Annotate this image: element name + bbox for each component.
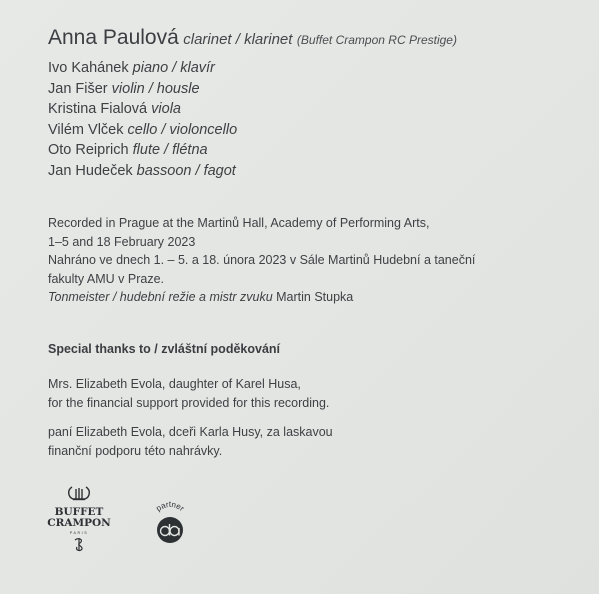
recording-en-dates: 1–5 and 18 February 2023 [48, 234, 196, 249]
musician-item [48, 79, 237, 100]
recording-info [48, 214, 475, 307]
musician-name: Vilém Vlček [48, 121, 124, 138]
musician-instrument: cello / violoncello [127, 121, 238, 138]
buffet-logo-line3: PARIS [69, 531, 89, 535]
thanks-czech [48, 423, 333, 460]
lead-performer [48, 26, 457, 50]
monogram-icon [75, 538, 82, 551]
musician-instrument: viola [151, 101, 181, 117]
thanks-heading: Special thanks to / zvláštní poděkování [48, 342, 281, 356]
lead-name: Anna Paulová [48, 26, 179, 49]
musician-instrument: flute / flétna [132, 142, 208, 158]
musician-name: Oto Reiprich [48, 142, 129, 158]
recording-en-line: Recorded in Prague at the Martinů Hall, Academy of Performing Arts, [48, 216, 430, 230]
recording-cz-line-2: fakulty AMU v Praze. [48, 271, 165, 286]
partner-logo [146, 498, 194, 548]
amu-emblem-icon [157, 517, 183, 543]
musician-item [48, 58, 237, 79]
musician-item [48, 161, 237, 182]
musician-item [48, 99, 237, 120]
musician-name: Ivo Kahánek [48, 60, 129, 76]
thanks-english [48, 375, 329, 412]
tonmeister-label: Tonmeister / hudební režie a mistr zvuku [48, 290, 273, 304]
musician-instrument: bassoon / fagot [136, 162, 236, 179]
buffet-logo-line1: BUFFET [54, 506, 104, 518]
lyre-icon [69, 487, 90, 500]
lead-instrument: clarinet / klarinet [183, 31, 293, 48]
thanks-cz-line-2: finanční podporu této nahrávky. [48, 443, 223, 458]
tonmeister-name: Martin Stupka [276, 290, 354, 304]
musician-name: Jan Hudeček [48, 162, 133, 179]
musician-instrument: violin / housle [111, 80, 200, 97]
musician-name: Kristina Fialová [48, 101, 148, 117]
thanks-en-line: Mrs. Elizabeth Evola, daughter of Karel Husa, [48, 377, 301, 391]
musicians-list [48, 58, 237, 181]
musician-instrument: piano / klavír [132, 60, 215, 76]
musician-item [48, 120, 237, 141]
musician-name: Jan Fišer [48, 80, 108, 97]
partner-logo-text: partner [154, 500, 186, 514]
buffet-logo-line2: CRAMPON [47, 517, 111, 529]
musician-item [48, 140, 237, 161]
recording-cz-line: Nahráno ve dnech 1. – 5. a 18. února 2023 v Sále Martinů Hudební a taneční [48, 253, 476, 267]
buffet-crampon-logo [46, 484, 112, 554]
svg-text:partner [154, 500, 186, 513]
lead-instrument-detail: (Buffet Crampon RC Prestige) [296, 33, 457, 47]
thanks-cz-line: paní Elizabeth Evola, dceři Karla Husy, za laskavou [48, 425, 333, 439]
tonmeister-credit [48, 288, 475, 307]
thanks-en-line-2: for the financial support provided for this recording. [48, 395, 330, 410]
